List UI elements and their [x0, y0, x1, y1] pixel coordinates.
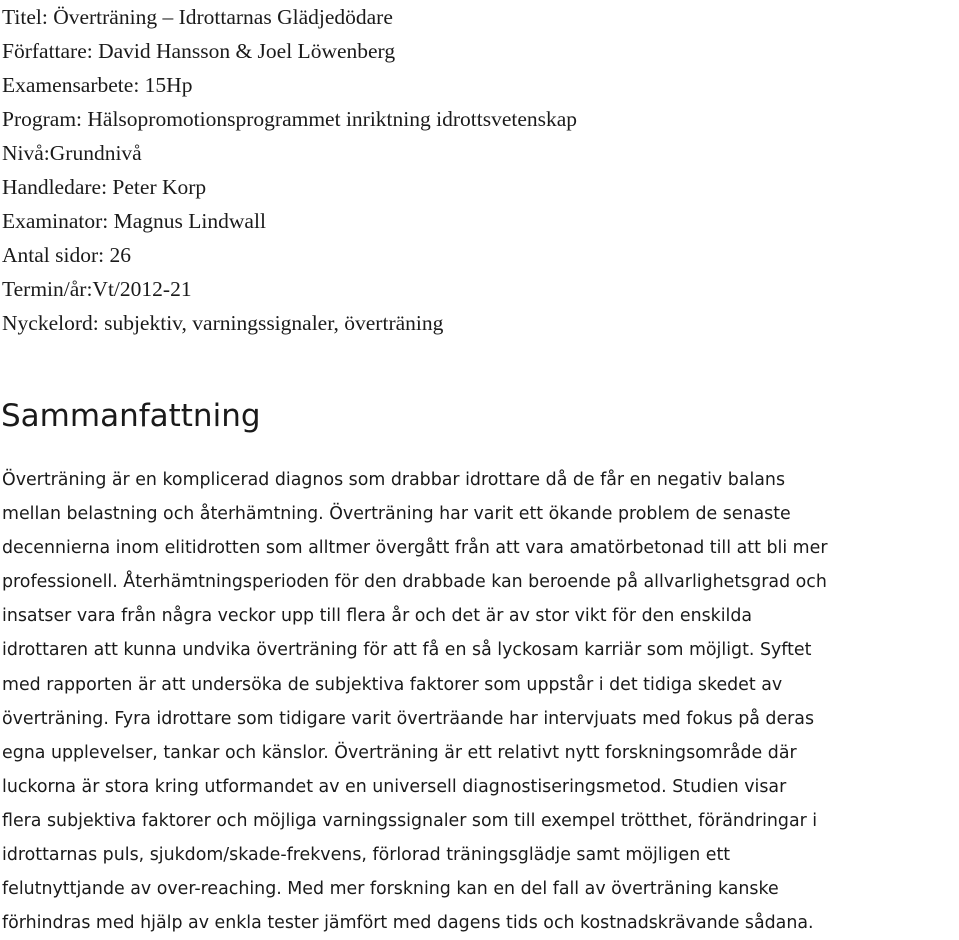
- summary-line: mellan belastning och återhämtning. Överträning har varit ett ökande problem de senaste: [2, 504, 791, 525]
- meta-title: Titel: Överträning – Idrottarnas Glädjedödare: [2, 5, 393, 29]
- meta-authors: Författare: David Hansson & Joel Löwenberg: [2, 39, 396, 63]
- meta-level: Nivå:Grundnivå: [2, 141, 142, 165]
- meta-examiner: Examinator: Magnus Lindwall: [2, 209, 266, 233]
- summary-line: idrottarnas puls, sjukdom/skade-frekvens, förlorad träningsglädje samt möjligen ett: [2, 845, 731, 866]
- summary-line: felutnyttjande av over-reaching. Med mer forskning kan en del fall av överträning kanske: [2, 879, 779, 900]
- meta-keywords: Nyckelord: subjektiv, varningssignaler, överträning: [2, 311, 444, 335]
- summary-line: flera subjektiva faktorer och möjliga varningssignaler som till exempel trötthet, förändringar i: [2, 810, 818, 831]
- summary-line: insatser vara från några veckor upp till flera år och det är av stor vikt för den enskilda: [2, 606, 753, 627]
- summary-line: egna upplevelser, tankar och känslor. Överträning är ett relativt nytt forskningsområde där: [2, 742, 797, 763]
- summary-line: idrottaren att kunna undvika överträning för att få en så lyckosam karriär som möjligt. Syftet: [2, 640, 812, 661]
- summary-heading: Sammanfattning: [1, 398, 261, 434]
- summary-line: förhindras med hjälp av enkla tester jämfört med dagens tids och kostnadskrävande sådana.: [2, 913, 814, 934]
- summary-body: [2, 463, 957, 940]
- summary-line: luckorna är stora kring utformandet av en universell diagnostiseringsmetod. Studien visar: [2, 776, 787, 797]
- summary-line: Överträning är en komplicerad diagnos som drabbar idrottare då de får en negativ balans: [2, 470, 786, 490]
- meta-supervisor: Handledare: Peter Korp: [2, 175, 207, 199]
- meta-program: Program: Hälsopromotionsprogrammet inriktning idrottsvetenskap: [2, 107, 578, 131]
- thesis-metadata: [2, 0, 577, 340]
- summary-line: professionell. Återhämtningsperioden för den drabbade kan beroende på allvarlighetsgrad och: [2, 572, 827, 593]
- summary-line: överträning. Fyra idrottare som tidigare varit överträande har intervjuats med fokus på deras: [2, 708, 815, 729]
- summary-line: decennierna inom elitidrotten som alltmer övergått från att vara amatörbetonad till att bli mer: [2, 538, 828, 559]
- summary-line: med rapporten är att undersöka de subjektiva faktorer som uppstår i det tidiga skedet av: [2, 674, 783, 695]
- meta-credits: Examensarbete: 15Hp: [2, 73, 193, 97]
- meta-term: Termin/år:Vt/2012-21: [2, 277, 192, 301]
- meta-pages: Antal sidor: 26: [2, 243, 131, 267]
